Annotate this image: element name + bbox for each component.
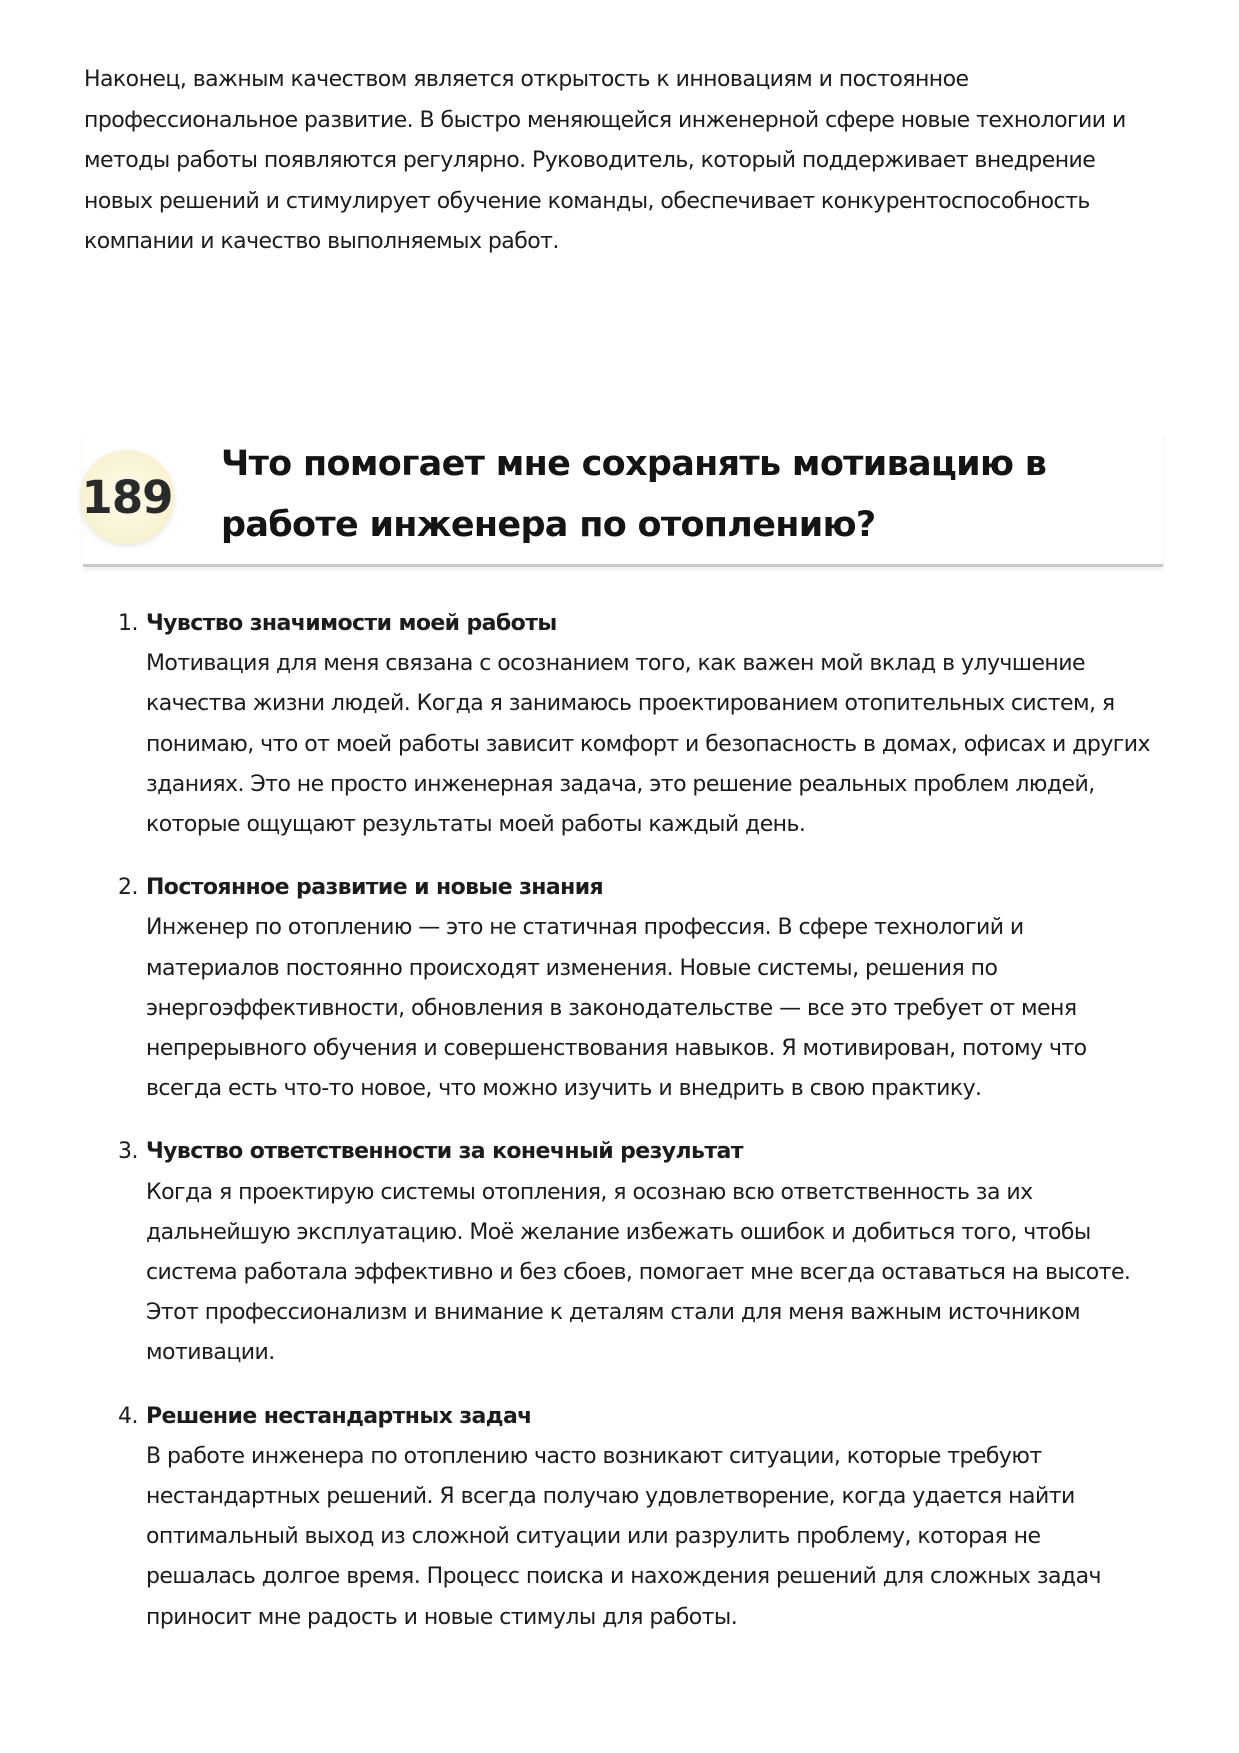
list-item xyxy=(118,868,1156,1109)
list-item-title: Постоянное развитие и новые знания xyxy=(146,875,604,901)
section-header xyxy=(83,432,1163,567)
list-item-text: Инженер по отоплению — это не статичная профессия. В сфере технологий и материалов постоянно происходят изменения. Новые системы, решения по энергоэффективности, обновления в законодательстве — все это требует от меня непрерывного обучения и совершенствования навыков. Я мотивирован, потому что всегда есть что-то новое, что можно изучить и внедрить в свою практику. xyxy=(146,915,1087,1102)
section-number-badge: 189 xyxy=(80,450,174,544)
list-item-number: 2. xyxy=(118,875,138,901)
list-item-number: 4. xyxy=(118,1403,138,1429)
list-item-title: Чувство ответственности за конечный результат xyxy=(146,1139,743,1165)
list-item-text: В работе инженера по отоплению часто возникают ситуации, которые требуют нестандартных решений. Я всегда получаю удовлетворение, когда удается найти оптимальный выход из сложной ситуации или разрулить проблему, которая не решалась долгое время. Процесс поиска и нахождения решений для сложных задач приносит мне радость и новые стимулы для работы. xyxy=(146,1443,1101,1630)
list-item-number: 1. xyxy=(118,611,138,636)
section-title: Что помогает мне сохранять мотивацию в работе инженера по отоплению? xyxy=(221,444,1047,545)
list-item xyxy=(118,604,1156,845)
list-item-number: 3. xyxy=(118,1139,138,1165)
intro-paragraph: Наконец, важным качеством является открытость к инновациям и постоянное профессиональное развитие. В быстро меняющейся инженерной сфере новые технологии и методы работы появляются регулярно. Руководитель, который поддерживает внедрение новых решений и стимулирует обучение команды, обеспечивает конкурентоспособность компании и качество выполняемых работ. xyxy=(84,67,1126,254)
list-item xyxy=(118,1397,1156,1638)
list-item-title: Чувство значимости моей работы xyxy=(146,611,557,636)
list-item-title: Решение нестандартных задач xyxy=(146,1403,532,1429)
points-list xyxy=(118,604,1156,1661)
list-item-text: Мотивация для меня связана с осознанием того, как важен мой вклад в улучшение качества жизни людей. Когда я занимаюсь проектированием отопительных систем, я понимаю, что от моей работы зависит комфорт и безопасность в домах, офисах и других зданиях. Это не просто инженерная задача, это решение реальных проблем людей, которые ощущают результаты моей работы каждый день. xyxy=(146,651,1151,838)
list-item xyxy=(118,1132,1156,1373)
list-item-text: Когда я проектирую системы отопления, я осознаю всю ответственность за их дальнейшую эксплуатацию. Моё желание избежать ошибок и добиться того, чтобы система работала эффективно и без сбоев, помогает мне всегда оставаться на высоте. Этот профессионализм и внимание к деталям стали для меня важным источником мотивации. xyxy=(146,1179,1131,1366)
